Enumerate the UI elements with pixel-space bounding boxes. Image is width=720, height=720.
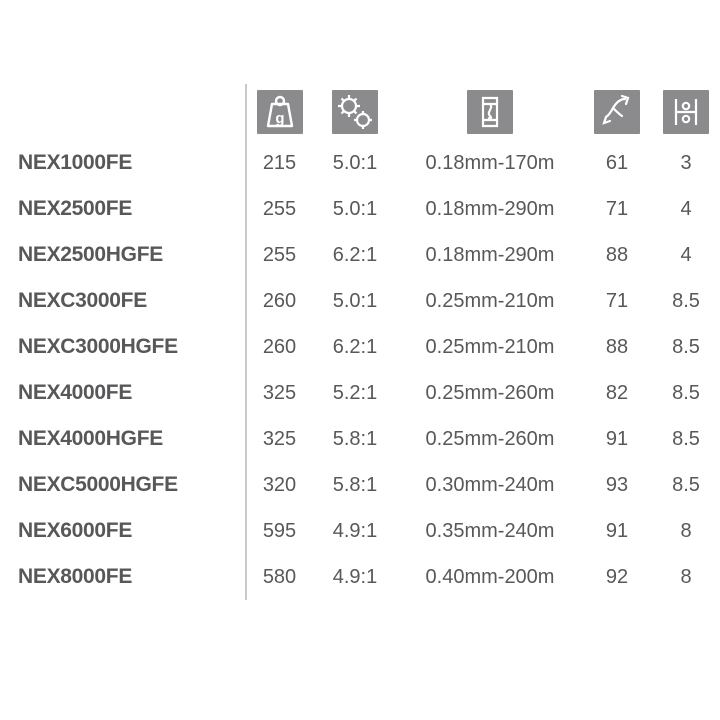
- spec-table: [0, 84, 720, 600]
- gear-ratio-icon: [332, 90, 378, 134]
- cell-model: NEX1000FE: [18, 151, 133, 174]
- cell-gear-ratio: 5.0:1: [332, 151, 378, 174]
- cell-line-capacity: 0.40mm-200m: [425, 565, 555, 588]
- cell-model: NEX4000FE: [18, 381, 133, 404]
- cell-weight: 255: [246, 232, 312, 278]
- cell-weight: 260: [246, 278, 312, 324]
- cell-line-capacity: 0.18mm-290m: [425, 197, 555, 220]
- cell-gear-ratio: 4.9:1: [332, 519, 378, 542]
- cell-bearings: 8: [680, 519, 692, 542]
- cell-line-capacity: 0.35mm-240m: [425, 519, 555, 542]
- cell-weight: 255: [246, 186, 312, 232]
- header-row: [0, 84, 720, 140]
- column-header-line-capacity: [398, 84, 582, 140]
- column-header-bearings: [652, 84, 720, 140]
- cell-line-capacity: 0.18mm-170m: [425, 151, 555, 174]
- cell-bearings: 8.5: [672, 427, 700, 450]
- cell-gear-ratio: 5.2:1: [332, 381, 378, 404]
- table-header: [0, 84, 720, 140]
- table-row: [0, 462, 720, 508]
- cell-weight: 580: [246, 554, 312, 600]
- table-row: [0, 186, 720, 232]
- column-header-weight: [246, 84, 312, 140]
- line-capacity-icon: [467, 90, 513, 134]
- cell-bearings: 4: [680, 197, 692, 220]
- cell-model: NEX2500HGFE: [18, 243, 163, 266]
- cell-max-drag: 91: [605, 427, 629, 450]
- cell-gear-ratio: 6.2:1: [332, 243, 378, 266]
- cell-model: NEXC3000FE: [18, 289, 147, 312]
- cell-bearings: 4: [680, 243, 692, 266]
- cell-max-drag: 88: [605, 243, 629, 266]
- cell-bearings: 8.5: [672, 289, 700, 312]
- cell-bearings: 8.5: [672, 335, 700, 358]
- table-row: [0, 278, 720, 324]
- weight-unit-label: g: [274, 110, 285, 127]
- table-row: [0, 554, 720, 600]
- cell-gear-ratio: 5.0:1: [332, 197, 378, 220]
- table-row: [0, 416, 720, 462]
- cell-model: NEXC5000HGFE: [18, 473, 178, 496]
- column-header-max-drag: [582, 84, 652, 140]
- cell-gear-ratio: 5.8:1: [332, 427, 378, 450]
- table-row: [0, 370, 720, 416]
- cell-model: NEX4000HGFE: [18, 427, 163, 450]
- cell-gear-ratio: 6.2:1: [332, 335, 378, 358]
- weight-g-icon: [257, 90, 303, 134]
- cell-max-drag: 71: [605, 289, 629, 312]
- cell-weight: 595: [246, 508, 312, 554]
- cell-max-drag: 93: [605, 473, 629, 496]
- cell-line-capacity: 0.30mm-240m: [425, 473, 555, 496]
- cell-max-drag: 71: [605, 197, 629, 220]
- cell-weight: 215: [246, 140, 312, 186]
- cell-gear-ratio: 5.8:1: [332, 473, 378, 496]
- cell-line-capacity: 0.25mm-210m: [425, 289, 555, 312]
- cell-weight: 320: [246, 462, 312, 508]
- cell-max-drag: 91: [605, 519, 629, 542]
- cell-gear-ratio: 4.9:1: [332, 565, 378, 588]
- cell-gear-ratio: 5.0:1: [332, 289, 378, 312]
- cell-weight: 325: [246, 416, 312, 462]
- cell-bearings: 8.5: [672, 473, 700, 496]
- cell-model: NEX8000FE: [18, 565, 133, 588]
- cell-max-drag: 88: [605, 335, 629, 358]
- cell-bearings: 3: [680, 151, 692, 174]
- cell-bearings: 8.5: [672, 381, 700, 404]
- table-row: [0, 324, 720, 370]
- table-row: [0, 140, 720, 186]
- cell-line-capacity: 0.25mm-210m: [425, 335, 555, 358]
- table-row: [0, 232, 720, 278]
- cell-max-drag: 82: [605, 381, 629, 404]
- cell-line-capacity: 0.25mm-260m: [425, 381, 555, 404]
- cell-model: NEX6000FE: [18, 519, 133, 542]
- cell-weight: 325: [246, 370, 312, 416]
- table-row: [0, 508, 720, 554]
- cell-model: NEXC3000HGFE: [18, 335, 178, 358]
- cell-max-drag: 61: [605, 151, 629, 174]
- bearings-icon: [663, 90, 709, 134]
- cell-model: NEX2500FE: [18, 197, 133, 220]
- cell-line-capacity: 0.25mm-260m: [425, 427, 555, 450]
- cell-max-drag: 92: [605, 565, 629, 588]
- drag-icon: [594, 90, 640, 134]
- table-body: [0, 140, 720, 600]
- column-header-gear-ratio: [312, 84, 398, 140]
- column-header-model: [0, 84, 246, 140]
- cell-weight: 260: [246, 324, 312, 370]
- cell-line-capacity: 0.18mm-290m: [425, 243, 555, 266]
- cell-bearings: 8: [680, 565, 692, 588]
